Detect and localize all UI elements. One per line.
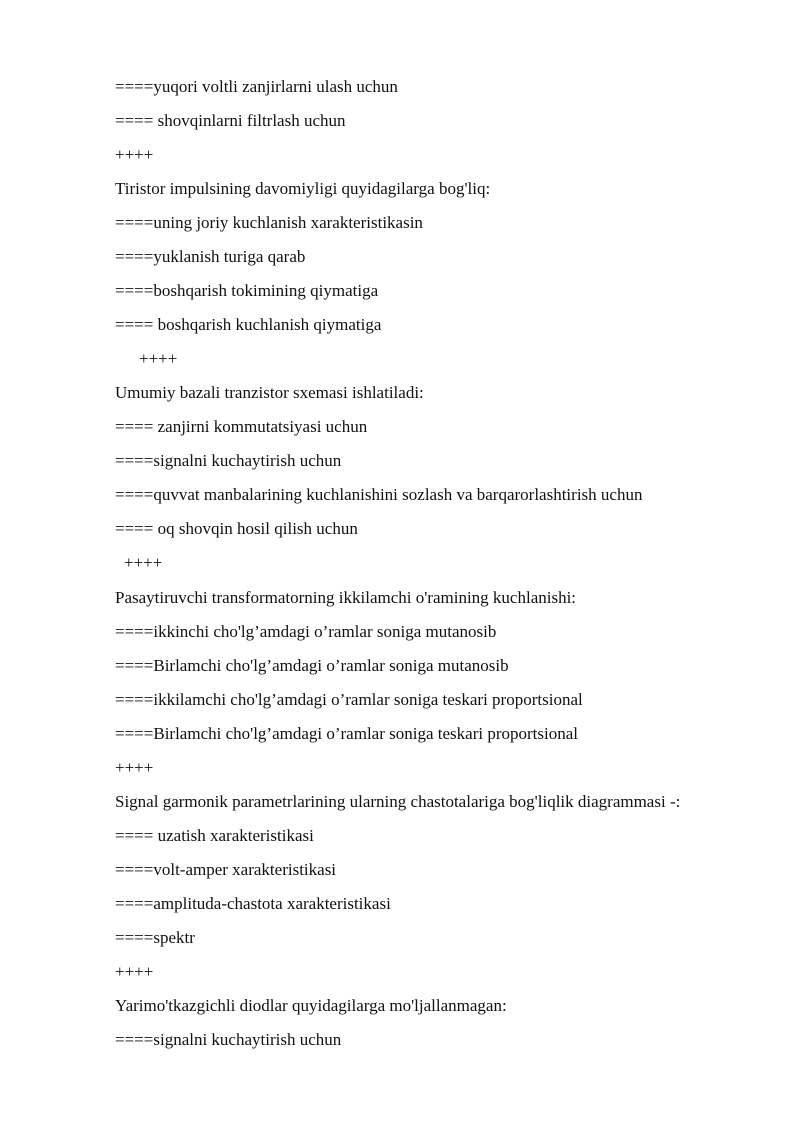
question-text: Tiristor impulsining davomiyligi quyidagilarga bog'liq: — [115, 179, 491, 198]
answer-option: ====signalni kuchaytirish uchun — [115, 451, 342, 470]
answer-option: ====ikkinchi cho'lg’amdagi o’ramlar soniga mutanosib — [115, 622, 497, 641]
answer-option: ====uning joriy kuchlanish xarakteristikasin — [115, 213, 423, 232]
answer-option: ====quvvat manbalarining kuchlanishini sozlash va barqarorlashtirish uchun — [115, 485, 643, 504]
question-text: Yarimo'tkazgichli diodlar quyidagilarga mo'ljallanmagan: — [115, 996, 507, 1015]
answer-option: ====yuklanish turiga qarab — [115, 247, 306, 266]
answer-option: ====amplituda-chastota xarakteristikasi — [115, 894, 391, 913]
answer-option: ====yuqori voltli zanjirlarni ulash uchun — [115, 77, 398, 96]
question-text: Umumiy bazali tranzistor sxemasi ishlatiladi: — [115, 383, 424, 402]
separator-line: ++++ — [115, 962, 154, 981]
answer-option: ==== uzatish xarakteristikasi — [115, 826, 314, 845]
answer-option: ====spektr — [115, 928, 195, 947]
answer-option: ==== oq shovqin hosil qilish uchun — [115, 519, 358, 538]
separator-line: ++++ — [115, 758, 154, 777]
answer-option: ====signalni kuchaytirish uchun — [115, 1030, 342, 1049]
answer-option: ====volt-amper xarakteristikasi — [115, 860, 337, 879]
answer-option: ==== shovqinlarni filtrlash uchun — [115, 111, 346, 130]
answer-option: ====boshqarish tokimining qiymatiga — [115, 281, 379, 300]
answer-option: ====ikkilamchi cho'lg’amdagi o’ramlar soniga teskari proportsional — [115, 690, 583, 709]
answer-option: ==== boshqarish kuchlanish qiymatiga — [115, 315, 382, 334]
answer-option: ==== zanjirni kommutatsiyasi uchun — [115, 417, 368, 436]
answer-option: ====Birlamchi cho'lg’amdagi o’ramlar soniga teskari proportsional — [115, 724, 578, 743]
question-text: Pasaytiruvchi transformatorning ikkilamchi o'ramining kuchlanishi: — [115, 588, 577, 607]
separator-line: ++++ — [139, 349, 178, 368]
separator-line: ++++ — [115, 145, 154, 164]
separator-line: ++++ — [124, 553, 163, 572]
question-text: Signal garmonik parametrlarining ularning chastotalariga bog'liqlik diagrammasi -: — [115, 792, 681, 811]
answer-option: ====Birlamchi cho'lg’amdagi o’ramlar soniga mutanosib — [115, 656, 509, 675]
